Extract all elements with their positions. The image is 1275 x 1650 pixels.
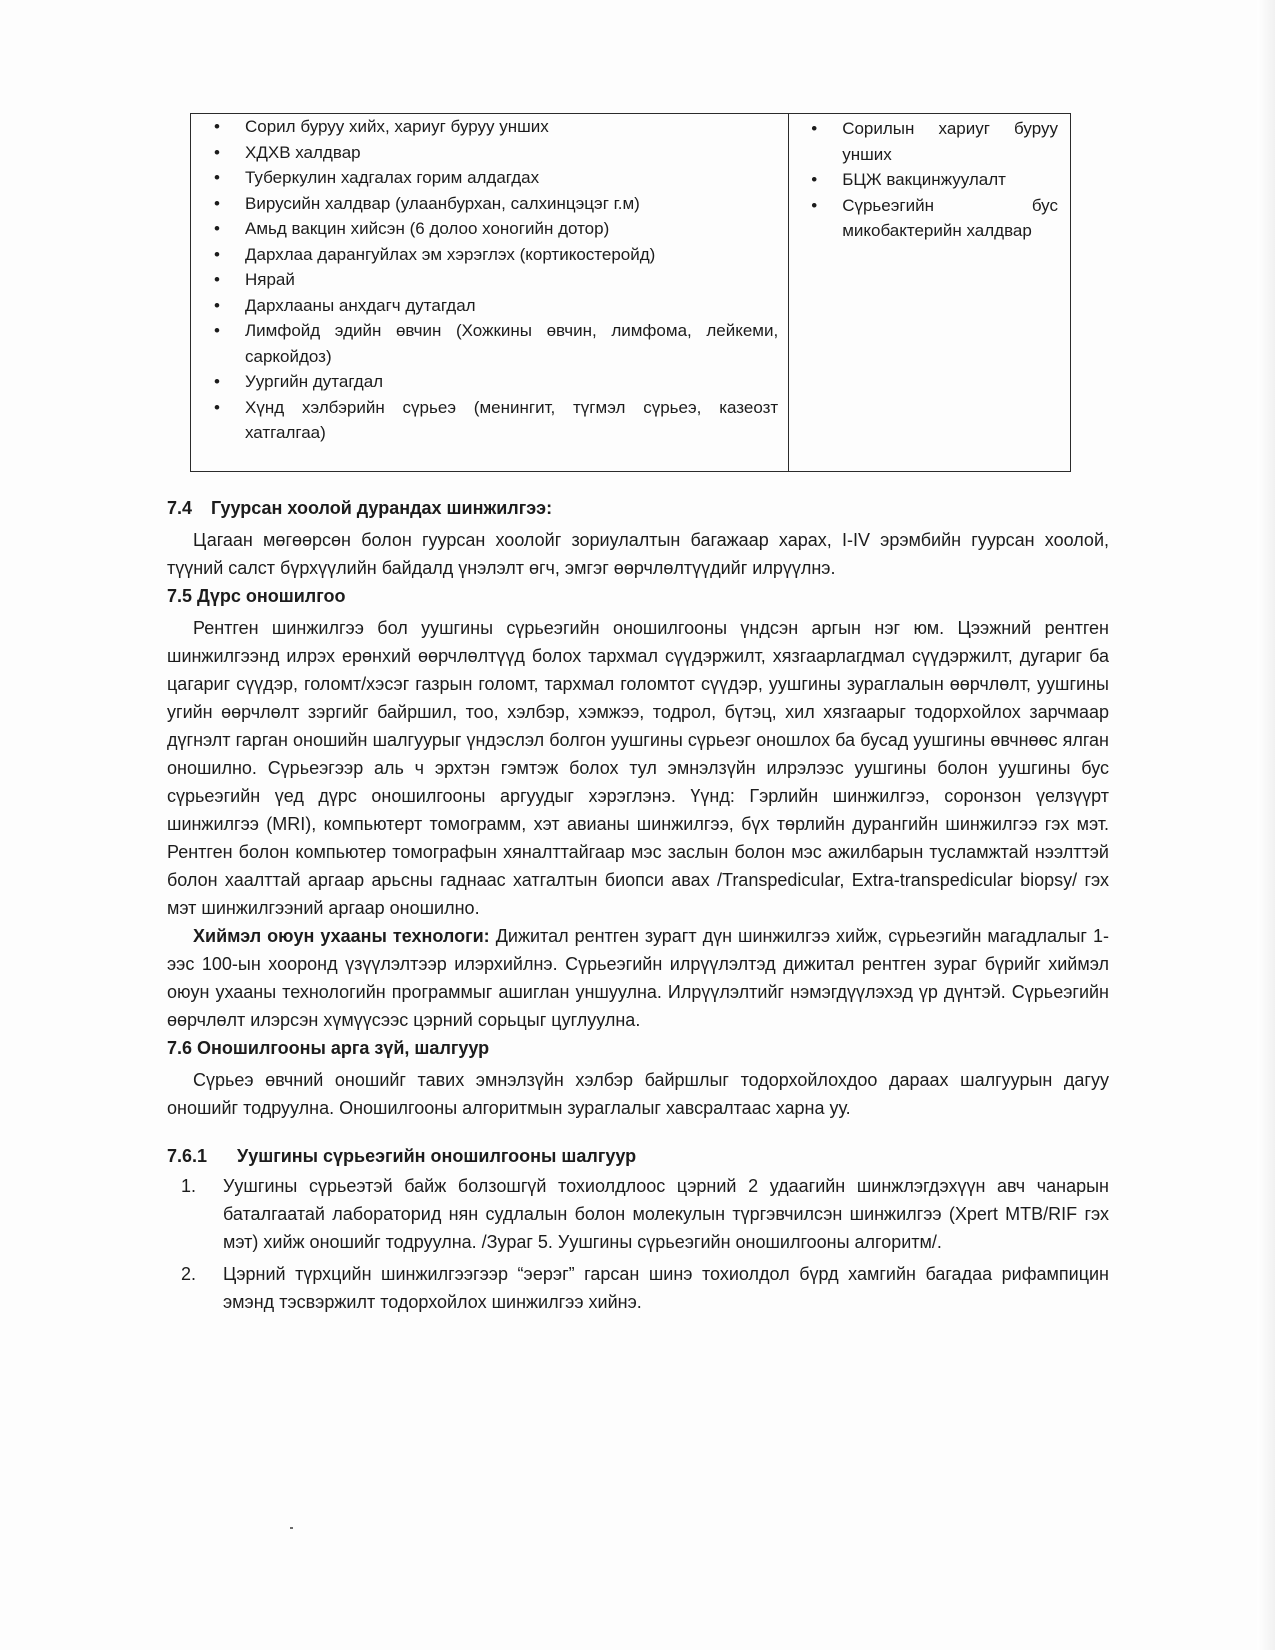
ai-technology-text: Дижитал рентген зурагт дүн шинжилгээ хийж, сүрьеэгийн магадлалыг 1-ээс 100-ын хооронд үзүүлэлтээр илэрхийлнэ. Сүрьеэгийн илрүүлэлтэд дижитал рентген зураг бүрийг хиймэл оюун ухааны технологийн программыг ашиглан уншуулна. Илрүүлэлтийг нэмэгдүүлэхэд үр дүнтэй. Сүрьеэгийн өөрчлөлт илэрсэн хүмүүсээс цэрний сорьцыг цуглуулна. (167, 926, 1109, 1030)
false-negative-causes-list (191, 114, 788, 446)
ai-technology-label: Хиймэл оюун ухааны технологи: (193, 926, 490, 946)
section-7-5-paragraph-1: Рентген шинжилгээ бол уушгины сүрьеэгийн оношилгооны үндсэн аргын нэг юм. Цээжний рентген шинжилгээнд илрэх ерөнхий өөрчлөлтүүд болох тархмал сүүдэржилт, хязгаарлагдмал сүүдэржилт, дугариг ба цагариг сүүдэр, голомт/хэсэг газрын голомт, тархмал голомтот сүүдэр, уушгины зураглалын өөрчлөлт, уушгины угийн өөрчлөлт зэргийг байршил, тоо, хэлбэр, хэмжээ, тодрол, бүтэц, хил хязгаарыг тодорхойлох зарчмаар дүгнэлт гарган оношийн шалгуурыг үндэслэл болгон уушгины сүрьеэг оношлох ба бусад уушгины өвчнөөс ялган оношилно. Сүрьеэгээр аль ч эрхтэн гэмтэж болох тул эмнэлзүйн илрэлээс уушгины болон уушгины бус сүрьеэгийн үед дүрс оношилгооны аргуудыг хэрэглэнэ. Үүнд: Гэрлийн шинжилгээ, соронзон үелзүүрт шинжилгээ (MRI), компьютерт томограмм, хэт авианы шинжилгээ, бүх төрлийн дурангийн шинжилгээ гэх мэт. Рентген болон компьютер томографын хяналттайгаар мэс заслын болон мэс ажилбарын тусламжтай нээлттэй болон хаалттай аргаар арьсны гаднаас хатгалтын биопси авах /Transpedicular, Extra-transpedicular biopsy/ гэх мэт шинжилгээний аргаар оношилно. (167, 618, 1109, 918)
item-number: 2. (181, 1264, 197, 1284)
diagnostic-criteria-list (167, 1172, 1109, 1316)
section-number: 7.6.1 (167, 1146, 208, 1166)
section-title: Гуурсан хоолой дурандах шинжилгээ: (211, 498, 553, 518)
list-item: • Хүнд хэлбэрийн сүрьеэ (менингит, түгмэл сүрьеэ, казеозт хатгалгаа) (245, 395, 778, 446)
section-7-6-heading: 7.6 Оношилгооны арга зүй, шалгуур (167, 1038, 490, 1058)
item-text: Уушгины сүрьеэтэй байж болзошгүй тохиолдлоос цэрний 2 удаагийн шинжлэгдэхүүн авч чанарын баталгаатай лабораторид нян судлалын болон молекулын түргэвчилсэн шинжилгээ (Xpert MTB/RIF гэх мэт) хийж оношийг тодруулна. /Зураг 5. Уушгины сүрьеэгийн оношилгооны алгоритм/. (223, 1176, 1109, 1252)
section-7-4-paragraph: Цагаан мөгөөрсөн болон гуурсан хоолойг зориулалтын багажаар харах, I-IV эрэмбийн гуурсан хоолой, түүний салст бүрхүүлийн байдалд үнэлэлт өгч, эмгэг өөрчлөлтүүдийг илрүүлнэ. (167, 530, 1109, 578)
criteria-table (190, 113, 1071, 472)
list-item (181, 1172, 1109, 1256)
scan-speck (290, 1527, 293, 1529)
criteria-table-row (191, 114, 1071, 472)
table-left-column (191, 114, 789, 472)
list-item: • Дархлаа дарангуйлах эм хэрэглэх (кортикостеройд) (245, 242, 778, 268)
list-item: • Амьд вакцин хийсэн (6 долоо хоногийн дотор) (245, 216, 778, 242)
scan-edge-shadow (1257, 0, 1275, 1650)
section-number: 7.4 (167, 498, 193, 518)
list-item: • Сүрьеэгийн бус микобактерийн халдвар (842, 193, 1058, 244)
document-body (167, 494, 1109, 1320)
section-title: Уушгины сүрьеэгийн оношилгооны шалгуур (237, 1146, 637, 1166)
section-7-5-paragraph-2 (167, 922, 1109, 1034)
list-item (181, 1260, 1109, 1316)
list-item: • Сорил буруу хийх, хариуг буруу унших (245, 114, 778, 140)
list-item: • Сорилын хариуг буруу унших (842, 116, 1058, 167)
item-number: 1. (181, 1176, 197, 1196)
list-item: • Дархлааны анхдагч дутагдал (245, 293, 778, 319)
list-item: • Лимфойд эдийн өвчин (Хожкины өвчин, лимфома, лейкеми, саркойдоз) (245, 318, 778, 369)
list-item: • Уургийн дутагдал (245, 369, 778, 395)
section-7-6-1-heading (167, 1142, 1109, 1170)
section-7-4-heading (167, 494, 1109, 522)
list-item: • Туберкулин хадгалах горим алдагдах (245, 165, 778, 191)
table-right-column (789, 114, 1071, 472)
list-item: • Вирусийн халдвар (улаанбурхан, салхинцэцэг г.м) (245, 191, 778, 217)
list-item: • ХДХВ халдвар (245, 140, 778, 166)
section-7-6-paragraph: Сүрьеэ өвчний оношийг тавих эмнэлзүйн хэлбэр байршлыг тодорхойлохдоо дараах шалгуурын дагуу оношийг тодруулна. Оношилгооны алгоритмын зураглалыг хавсралтаас харна уу. (167, 1070, 1109, 1118)
item-text: Цэрний түрхцийн шинжилгээгээр “эерэг” гарсан шинэ тохиолдол бүрд хамгийн багадаа рифампицин эмэнд тэсвэржилт тодорхойлох шинжилгээ хийнэ. (223, 1264, 1109, 1312)
list-item: • БЦЖ вакцинжуулалт (842, 167, 1058, 193)
false-positive-causes-list (789, 114, 1070, 244)
section-7-5-heading: 7.5 Дүрс оношилгоо (167, 586, 346, 606)
list-item: • Нярай (245, 267, 778, 293)
